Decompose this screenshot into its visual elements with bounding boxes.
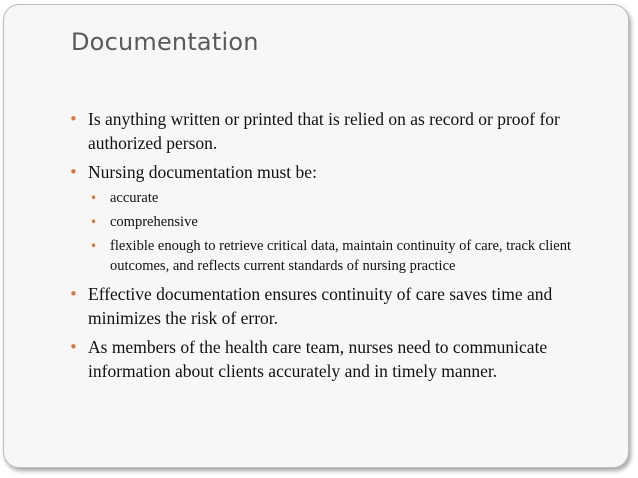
bullet-icon: • xyxy=(69,338,78,356)
sub-bullet-text: flexible enough to retrieve critical data, maintain continuity of care, track client outcomes, and reflects current standards of nursing practice xyxy=(110,238,571,274)
sub-bullet-icon: • xyxy=(90,215,98,229)
bullet-text: Is anything written or printed that is relied on as record or proof for authorized person. xyxy=(88,109,560,153)
bullet-text: Effective documentation ensures continuity of care saves time and minimizes the risk of error. xyxy=(88,284,553,328)
bullet-icon: • xyxy=(69,110,78,128)
sub-bullet-text: comprehensive xyxy=(110,214,198,230)
bullet-item xyxy=(66,160,611,184)
sub-bullet-icon: • xyxy=(90,191,98,205)
slide xyxy=(3,4,629,468)
bullet-item xyxy=(66,107,611,155)
slide-content xyxy=(66,107,611,388)
sub-bullet-icon: • xyxy=(90,239,98,253)
bullet-text: Nursing documentation must be: xyxy=(88,162,317,182)
sub-bullet-item xyxy=(66,188,611,208)
bullet-icon: • xyxy=(69,163,78,181)
sub-bullet-item xyxy=(66,236,611,276)
bullet-item xyxy=(66,282,611,330)
bullet-icon: • xyxy=(69,285,78,303)
bullet-text: As members of the health care team, nurses need to communicate information about clients accurately and in timely manner. xyxy=(88,337,548,381)
sub-bullet-item xyxy=(66,212,611,232)
bullet-item xyxy=(66,335,611,383)
sub-bullet-text: accurate xyxy=(110,190,159,206)
slide-title: Documentation xyxy=(71,28,259,56)
